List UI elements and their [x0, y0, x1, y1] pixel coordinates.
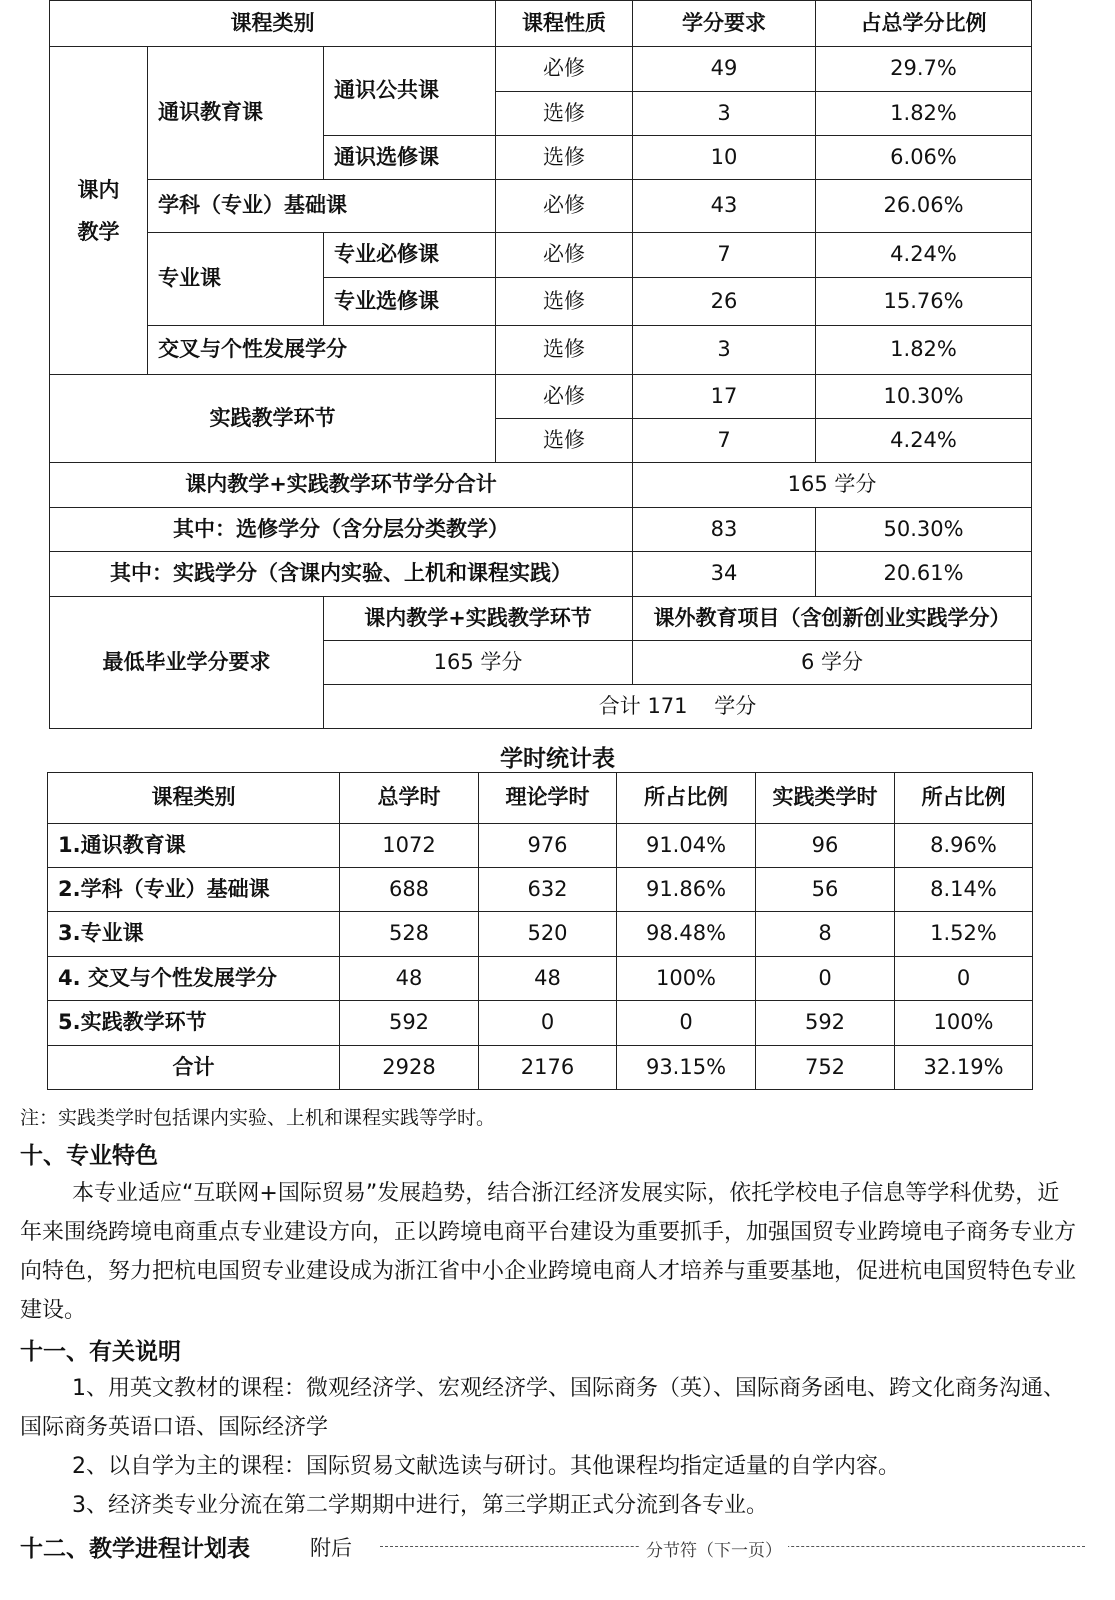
- hours-cell: 96: [756, 824, 895, 868]
- nature-cell: 必修: [496, 47, 633, 92]
- table-row: [48, 957, 1033, 1001]
- table-row: [48, 1046, 1033, 1090]
- min-col2-header: 课外教育项目（含创新创业实践学分）: [633, 597, 1032, 641]
- ratio-cell: 29.7%: [816, 47, 1032, 92]
- section-11-item-2: 2、以自学为主的课程：国际贸易文献选读与研讨。其他课程均指定适量的自学内容。: [72, 1454, 900, 1479]
- practice-label: 实践教学环节: [50, 375, 496, 463]
- hours-cell: 56: [756, 868, 895, 912]
- hours-cell: 0: [617, 1001, 756, 1046]
- hours-header: 总学时: [340, 773, 479, 824]
- hours-header: 实践类学时: [756, 773, 895, 824]
- hours-category: 2.学科（专业）基础课: [48, 868, 340, 912]
- ratio-cell: 10.30%: [816, 375, 1032, 419]
- practice-credit: 34: [633, 552, 816, 597]
- major-elective-label: 专业选修课: [324, 278, 496, 326]
- nature-cell: 选修: [496, 326, 633, 375]
- credit-cell: 3: [633, 326, 816, 375]
- hours-header: 理论学时: [479, 773, 617, 824]
- hours-header: 所占比例: [895, 773, 1033, 824]
- ratio-cell: 1.82%: [816, 92, 1032, 136]
- hours-table: [47, 772, 1033, 1090]
- nature-cell: 选修: [496, 136, 633, 180]
- hours-cell: 0: [895, 957, 1033, 1001]
- hours-cell: 100%: [895, 1001, 1033, 1046]
- section-10-title: 十、专业特色: [20, 1143, 158, 1169]
- hours-cell: 2928: [340, 1046, 479, 1090]
- elective-ratio: 50.30%: [816, 508, 1032, 552]
- elective-label: 其中：选修学分（含分层分类教学）: [50, 508, 633, 552]
- hours-note: 注：实践类学时包括课内实验、上机和课程实践等学时。: [20, 1107, 496, 1129]
- ratio-cell: 6.06%: [816, 136, 1032, 180]
- elective-credit: 83: [633, 508, 816, 552]
- ratio-cell: 15.76%: [816, 278, 1032, 326]
- nature-cell: 必修: [496, 233, 633, 278]
- section-11-item-1: 1、用英文教材的课程：微观经济学、宏观经济学、国际商务（英）、国际商务函电、跨文化商务沟通、国际商务英语口语、国际经济学: [20, 1376, 1066, 1440]
- min-col1-header: 课内教学+实践教学环节: [324, 597, 633, 641]
- credit-cell: 7: [633, 419, 816, 463]
- ratio-cell: 4.24%: [816, 233, 1032, 278]
- group-in-class: 课内 教学: [50, 47, 148, 375]
- total-value: 165 学分: [633, 463, 1032, 508]
- hours-table-caption: 学时统计表: [500, 746, 615, 772]
- header-ratio: 占总学分比例: [816, 1, 1032, 47]
- section-12-title: 十二、教学进程计划表: [20, 1536, 250, 1562]
- hours-cell: 8.14%: [895, 868, 1033, 912]
- major-label: 专业课: [148, 233, 324, 326]
- table-row: [48, 1001, 1033, 1046]
- hours-cell: 1.52%: [895, 912, 1033, 957]
- hours-cell: 688: [340, 868, 479, 912]
- practice-ratio: 20.61%: [816, 552, 1032, 597]
- subject-basic-label: 学科（专业）基础课: [148, 180, 496, 233]
- hours-header: 所占比例: [617, 773, 756, 824]
- min-val1: 165 学分: [324, 641, 633, 685]
- credit-cell: 7: [633, 233, 816, 278]
- nature-cell: 选修: [496, 92, 633, 136]
- hours-cell: 91.86%: [617, 868, 756, 912]
- hours-cell: 91.04%: [617, 824, 756, 868]
- nature-cell: 必修: [496, 180, 633, 233]
- general-edu-label: 通识教育课: [148, 47, 324, 180]
- hours-cell: 592: [756, 1001, 895, 1046]
- hours-cell: 98.48%: [617, 912, 756, 957]
- nature-cell: 选修: [496, 419, 633, 463]
- header-nature: 课程性质: [496, 1, 633, 47]
- hours-cell: 1072: [340, 824, 479, 868]
- hours-cell: 48: [479, 957, 617, 1001]
- hours-cell: 32.19%: [895, 1046, 1033, 1090]
- hours-cell: 976: [479, 824, 617, 868]
- section-10-body: 本专业适应“互联网+国际贸易”发展趋势，结合浙江经济发展实际，依托学校电子信息等学科优势，近年来围绕跨境电商重点专业建设方向，正以跨境电商平台建设为重要抓手，加强国贸专业跨境电子商务专业方向特色，努力把杭电国贸专业建设成为浙江省中小企业跨境电商人才培养与重要基地，促进杭电国贸特色专业建设。: [20, 1181, 1077, 1323]
- min-val2: 6 学分: [633, 641, 1032, 685]
- nature-cell: 选修: [496, 278, 633, 326]
- cross-label: 交叉与个性发展学分: [148, 326, 496, 375]
- hours-cell: 48: [340, 957, 479, 1001]
- hours-cell: 93.15%: [617, 1046, 756, 1090]
- table-row: [48, 912, 1033, 957]
- nature-cell: 必修: [496, 375, 633, 419]
- hours-cell: 752: [756, 1046, 895, 1090]
- hours-category: 3.专业课: [48, 912, 340, 957]
- hours-total-label: 合计: [48, 1046, 340, 1090]
- ratio-cell: 4.24%: [816, 419, 1032, 463]
- total-label: 课内教学+实践教学环节学分合计: [50, 463, 633, 508]
- table-row: [48, 824, 1033, 868]
- hours-category: 4. 交叉与个性发展学分: [48, 957, 340, 1001]
- hours-category: 5.实践教学环节: [48, 1001, 340, 1046]
- credit-cell: 43: [633, 180, 816, 233]
- section-11-item-3: 3、经济类专业分流在第二学期期中进行，第三学期正式分流到各专业。: [72, 1493, 768, 1518]
- header-category: 课程类别: [50, 1, 496, 47]
- section-12-line: [20, 1530, 1095, 1562]
- hours-cell: 520: [479, 912, 617, 957]
- hours-cell: 100%: [617, 957, 756, 1001]
- header-credit: 学分要求: [633, 1, 816, 47]
- credit-cell: 49: [633, 47, 816, 92]
- credit-cell: 10: [633, 136, 816, 180]
- hours-cell: 0: [756, 957, 895, 1001]
- practice-credit-label: 其中：实践学分（含课内实验、上机和课程实践）: [50, 552, 633, 597]
- hours-category: 1.通识教育课: [48, 824, 340, 868]
- major-required-label: 专业必修课: [324, 233, 496, 278]
- hours-cell: 8: [756, 912, 895, 957]
- hours-cell: 632: [479, 868, 617, 912]
- hours-cell: 2176: [479, 1046, 617, 1090]
- general-public-label: 通识公共课: [324, 47, 496, 136]
- min-sum: 合计 171 学分: [324, 685, 1032, 729]
- min-credit-label: 最低毕业学分要求: [50, 597, 324, 729]
- credit-table: [49, 0, 1032, 729]
- hours-cell: 528: [340, 912, 479, 957]
- ratio-cell: 26.06%: [816, 180, 1032, 233]
- table-row: [48, 868, 1033, 912]
- credit-cell: 17: [633, 375, 816, 419]
- hours-header: 课程类别: [48, 773, 340, 824]
- hours-cell: 592: [340, 1001, 479, 1046]
- hours-cell: 0: [479, 1001, 617, 1046]
- credit-cell: 3: [633, 92, 816, 136]
- ratio-cell: 1.82%: [816, 326, 1032, 375]
- general-elective-label: 通识选修课: [324, 136, 496, 180]
- credit-cell: 26: [633, 278, 816, 326]
- hours-cell: 8.96%: [895, 824, 1033, 868]
- page-break-label: 分节符（下一页）: [640, 1536, 788, 1561]
- section-12-after: 附后: [310, 1536, 352, 1560]
- section-11-title: 十一、有关说明: [20, 1339, 181, 1365]
